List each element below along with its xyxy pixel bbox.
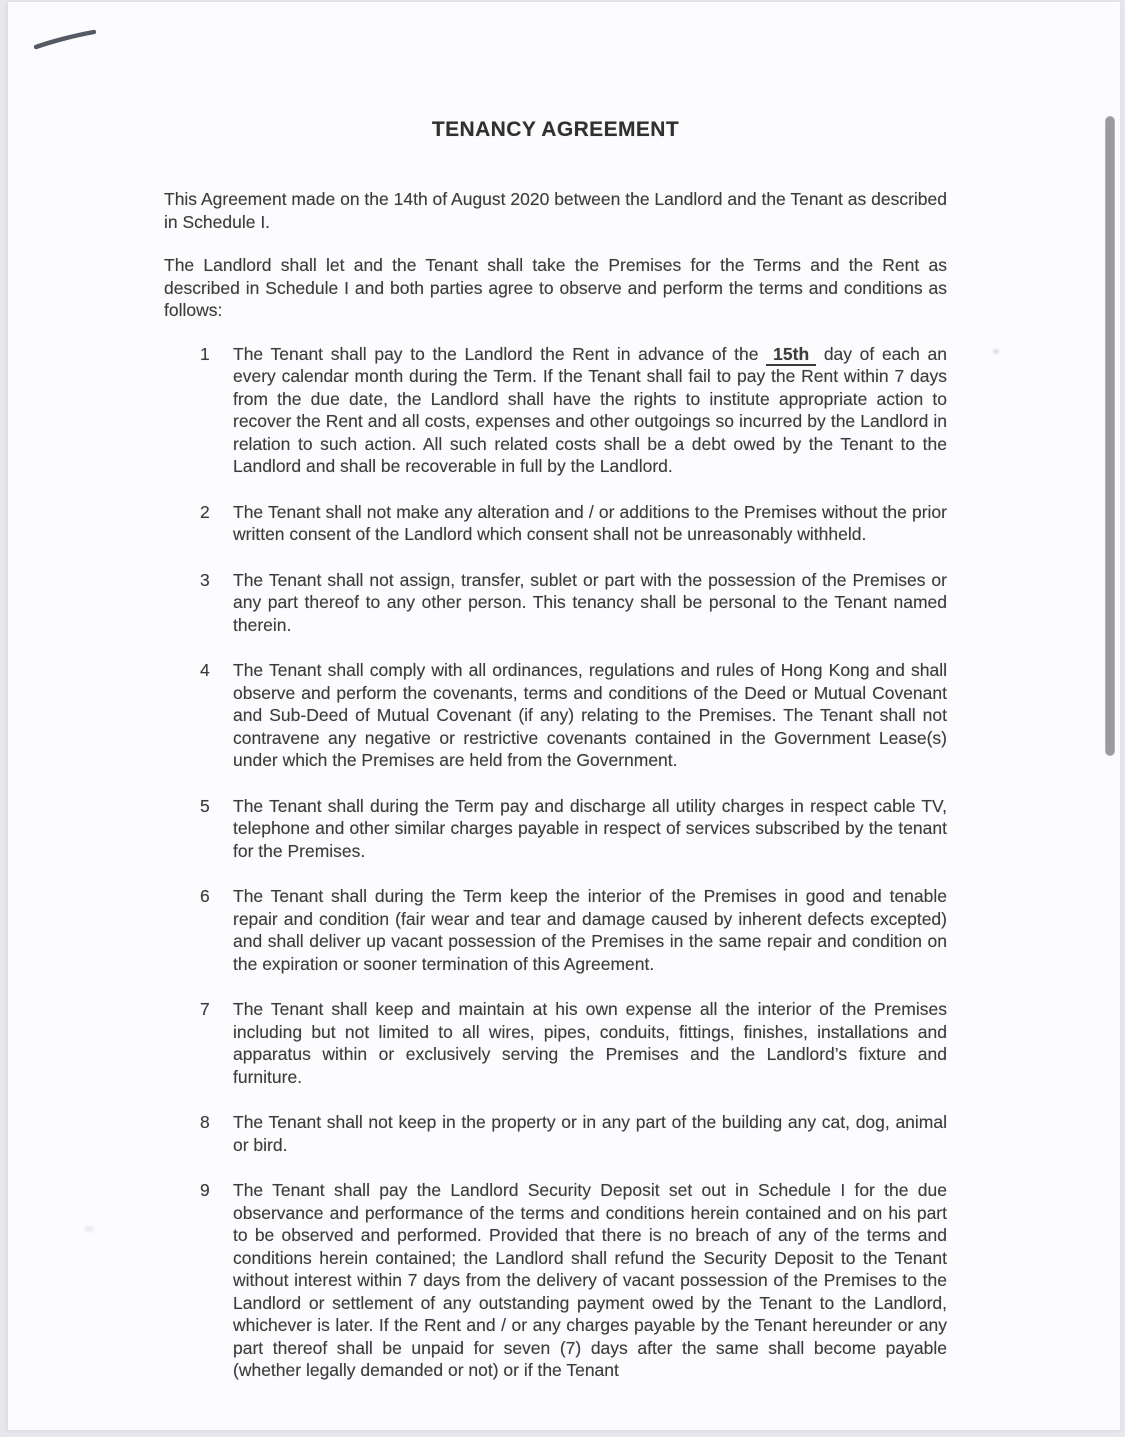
clause-text: The Tenant shall pay to the Landlord the Rent in advance of the 15th day of each an every calendar month during the Term. If the Tenant shall fail to pay the Rent within 7 days from the due date, the Landlord shall have the rights to institute appropriate action to recover the Rent and all costs, expenses and other outgoings so incurred by the Landlord in relation to such action. All such related costs shall be a debt owed by the Tenant to the Landlord and shall be recoverable in full by the Landlord. — [233, 343, 948, 476]
clause-number: 7 — [200, 999, 210, 1019]
intro-section — [164, 188, 947, 322]
clause-text: The Tenant shall pay the Landlord Security Deposit set out in Schedule I for the due observance and performance of the terms and conditions herein contained and on his part to be observed and performed. Provided that there is no breach of any of the terms and conditions herein contained; the Landlord shall refund the Security Deposit to the Tenant without interest within 7 days from the delivery of vacant possession of the Premises to the Landlord or settlement of any outstanding payment owed by the Tenant to the Landlord, whichever is later. If the Rent and / or any charges payable by the Tenant hereunder or any part thereof shall be unpaid for seven (7) days after the same shall become payable (whether legally demanded or not) or if the Tenant — [233, 1180, 947, 1380]
clause-item — [164, 795, 947, 863]
clause-item — [164, 659, 947, 772]
clause-text: The Tenant shall keep and maintain at his own expense all the interior of the Premises including but not limited to all wires, pipes, conduits, fittings, finishes, installations and apparatus within or exclusively serving the Premises and the Landlord’s fixture and furniture. — [233, 999, 947, 1087]
clause-item — [164, 343, 947, 478]
clause-text: The Tenant shall during the Term keep the interior of the Premises in good and tenable repair and condition (fair wear and tear and damage caused by inherent defects excepted) and shall deliver up vacant possession of the Premises in the same repair and condition on the expiration or sooner termination of this Agreement. — [233, 886, 947, 974]
clause-number: 1 — [200, 343, 210, 364]
clause-number: 6 — [200, 886, 210, 906]
clause-item — [164, 885, 947, 975]
clause-text: The Tenant shall not keep in the property or in any part of the building any cat, dog, animal or bird. — [233, 1112, 947, 1155]
clauses-list — [164, 343, 947, 1382]
clause-text: The Tenant shall not assign, transfer, sublet or part with the possession of the Premises or any part thereof to any other person. This tenancy shall be personal to the Tenant named therein. — [233, 569, 947, 635]
clause-item — [164, 1111, 947, 1156]
clause-item — [164, 569, 947, 637]
clause-text: The Tenant shall during the Term pay and discharge all utility charges in respect cable TV, telephone and other similar charges payable in respect of services subscribed by the tenant for the Premises. — [233, 795, 947, 861]
clause-text: The Tenant shall not make any alteration and / or additions to the Premises without the prior written consent of the Landlord which consent shall not be unreasonably withheld. — [233, 501, 947, 544]
clause-number: 4 — [200, 660, 210, 680]
clause-number: 5 — [200, 795, 210, 816]
intro-paragraph: The Landlord shall let and the Tenant shall take the Premises for the Terms and the Rent as described in Schedule I and both parties agree to observe and perform the terms and conditions as follows: — [164, 255, 947, 320]
document-title: TENANCY AGREEMENT — [431, 118, 680, 141]
clause-item — [164, 1179, 947, 1382]
pen-mark-artifact — [28, 24, 108, 58]
rent-day-value: 15th — [766, 344, 816, 366]
clause-number: 9 — [200, 1180, 210, 1200]
clause-text: The Tenant shall comply with all ordinances, regulations and rules of Hong Kong and shall observe and perform the covenants, terms and conditions of the Deed or Mutual Covenant and Sub-Deed of Mutual Covenant (if any) relating to the Premises. The Tenant shall not contravene any negative or restrictive covenants contained in the Government Lease(s) under which the Premises are held from the Government. — [233, 660, 947, 770]
scan-speck — [993, 349, 999, 354]
clause-number: 2 — [200, 501, 210, 522]
clause-item — [164, 501, 947, 546]
scrollbar-thumb[interactable] — [1105, 116, 1115, 756]
clause-item — [164, 998, 947, 1088]
intro-paragraph: This Agreement made on the 14th of August 2020 between the Landlord and the Tenant as described in Schedule I. — [164, 189, 947, 232]
scanned-page — [7, 2, 1120, 1431]
scan-speck — [84, 1226, 94, 1232]
clause-number: 8 — [200, 1112, 210, 1132]
document-content — [164, 118, 947, 1405]
clause-number: 3 — [200, 569, 210, 590]
